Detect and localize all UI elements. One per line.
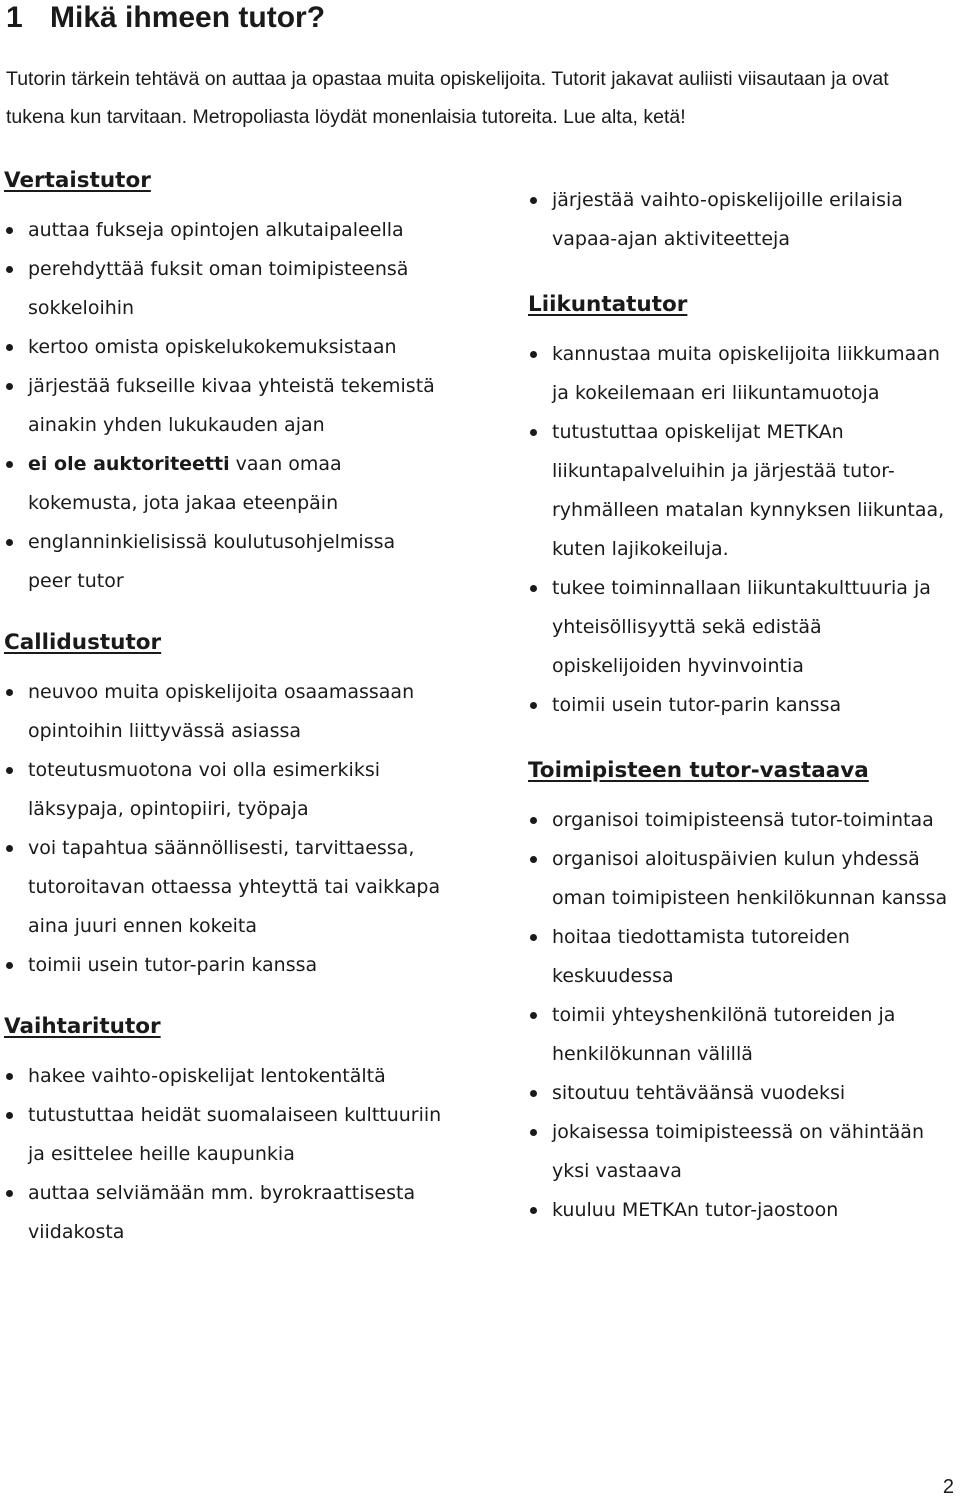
list-item: järjestää fukseille kivaa yhteistä tekemistä ainakin yhden lukukauden ajan <box>4 367 444 445</box>
list-vaihtaritutor-continued <box>528 181 956 259</box>
intro-paragraph: Tutorin tärkein tehtävä on auttaa ja opastaa muita opiskelijoita. Tutorit jakavat auliisti viisautaan ja ovat tukena kun tarvitaan. Metropoliasta löydät monenlaisia tutoreita. Lue alta, ketä! <box>6 68 889 128</box>
list-item: sitoutuu tehtäväänsä vuodeksi <box>528 1074 956 1113</box>
chapter-number: 1 <box>6 1 23 34</box>
list-item: organisoi aloituspäivien kulun yhdessä oman toimipisteen henkilökunnan kanssa <box>528 840 956 918</box>
heading-callidustutor: Callidustutor <box>4 630 162 655</box>
list-item <box>4 445 444 523</box>
list-item: toimii usein tutor-parin kanssa <box>4 946 444 985</box>
list-item: englanninkielisissä koulutusohjelmissa peer tutor <box>4 523 444 601</box>
right-column <box>528 181 956 1230</box>
list-item: järjestää vaihto-opiskelijoille erilaisia vapaa-ajan aktiviteetteja <box>528 181 956 259</box>
item-text: vaan omaa kokemusta, jota jakaa eteenpäin <box>28 453 342 514</box>
list-item: tutustuttaa opiskelijat METKAn liikuntapalveluihin ja järjestää tutor-ryhmälleen matalan kynnyksen liikuntaa, kuten lajikokeiluja. <box>528 413 956 569</box>
list-vertaistutor <box>4 211 444 601</box>
list-item: jokaisessa toimipisteessä on vähintään yksi vastaava <box>528 1113 956 1191</box>
heading-toimipisteen-tutor-vastaava: Toimipisteen tutor-vastaava <box>528 758 869 783</box>
page-number: 2 <box>942 1476 954 1498</box>
list-item: kertoo omista opiskelukokemuksistaan <box>4 328 444 367</box>
list-item: hakee vaihto-opiskelijat lentokentältä <box>4 1057 444 1096</box>
list-toimipisteen-tutor-vastaava <box>528 801 956 1230</box>
page-title <box>6 0 325 40</box>
list-item: kannustaa muita opiskelijoita liikkumaan ja kokeilemaan eri liikuntamuotoja <box>528 335 956 413</box>
heading-liikuntatutor: Liikuntatutor <box>528 292 688 317</box>
list-item: neuvoo muita opiskelijoita osaamassaan opintoihin liittyvässä asiassa <box>4 673 444 751</box>
list-item: auttaa selviämään mm. byrokraattisesta viidakosta <box>4 1174 444 1252</box>
list-item: kuuluu METKAn tutor-jaostoon <box>528 1191 956 1230</box>
list-callidustutor <box>4 673 444 985</box>
left-column <box>4 159 444 1252</box>
list-item: tutustuttaa heidät suomalaiseen kulttuuriin ja esittelee heille kaupunkia <box>4 1096 444 1174</box>
list-liikuntatutor <box>528 335 956 725</box>
list-item: toimii yhteyshenkilönä tutoreiden ja henkilökunnan välillä <box>528 996 956 1074</box>
heading-vaihtaritutor: Vaihtaritutor <box>4 1014 161 1039</box>
list-item: toteutusmuotona voi olla esimerkiksi läksypaja, opintopiiri, työpaja <box>4 751 444 829</box>
heading-vertaistutor: Vertaistutor <box>4 168 151 193</box>
list-item: organisoi toimipisteensä tutor-toimintaa <box>528 801 956 840</box>
list-item: auttaa fukseja opintojen alkutaipaleella <box>4 211 444 250</box>
list-item: hoitaa tiedottamista tutoreiden keskuudessa <box>528 918 956 996</box>
list-item: perehdyttää fuksit oman toimipisteensä sokkeloihin <box>4 250 444 328</box>
list-item: toimii usein tutor-parin kanssa <box>528 686 956 725</box>
list-item: voi tapahtua säännöllisesti, tarvittaessa, tutoroitavan ottaessa yhteyttä tai vaikkapa aina juuri ennen kokeita <box>4 829 444 946</box>
list-item: tukee toiminnallaan liikuntakulttuuria ja yhteisöllisyyttä sekä edistää opiskelijoiden hyvinvointia <box>528 569 956 686</box>
chapter-title: Mikä ihmeen tutor? <box>50 1 326 34</box>
list-vaihtaritutor <box>4 1057 444 1252</box>
bold-phrase: ei ole auktoriteetti <box>28 453 230 475</box>
